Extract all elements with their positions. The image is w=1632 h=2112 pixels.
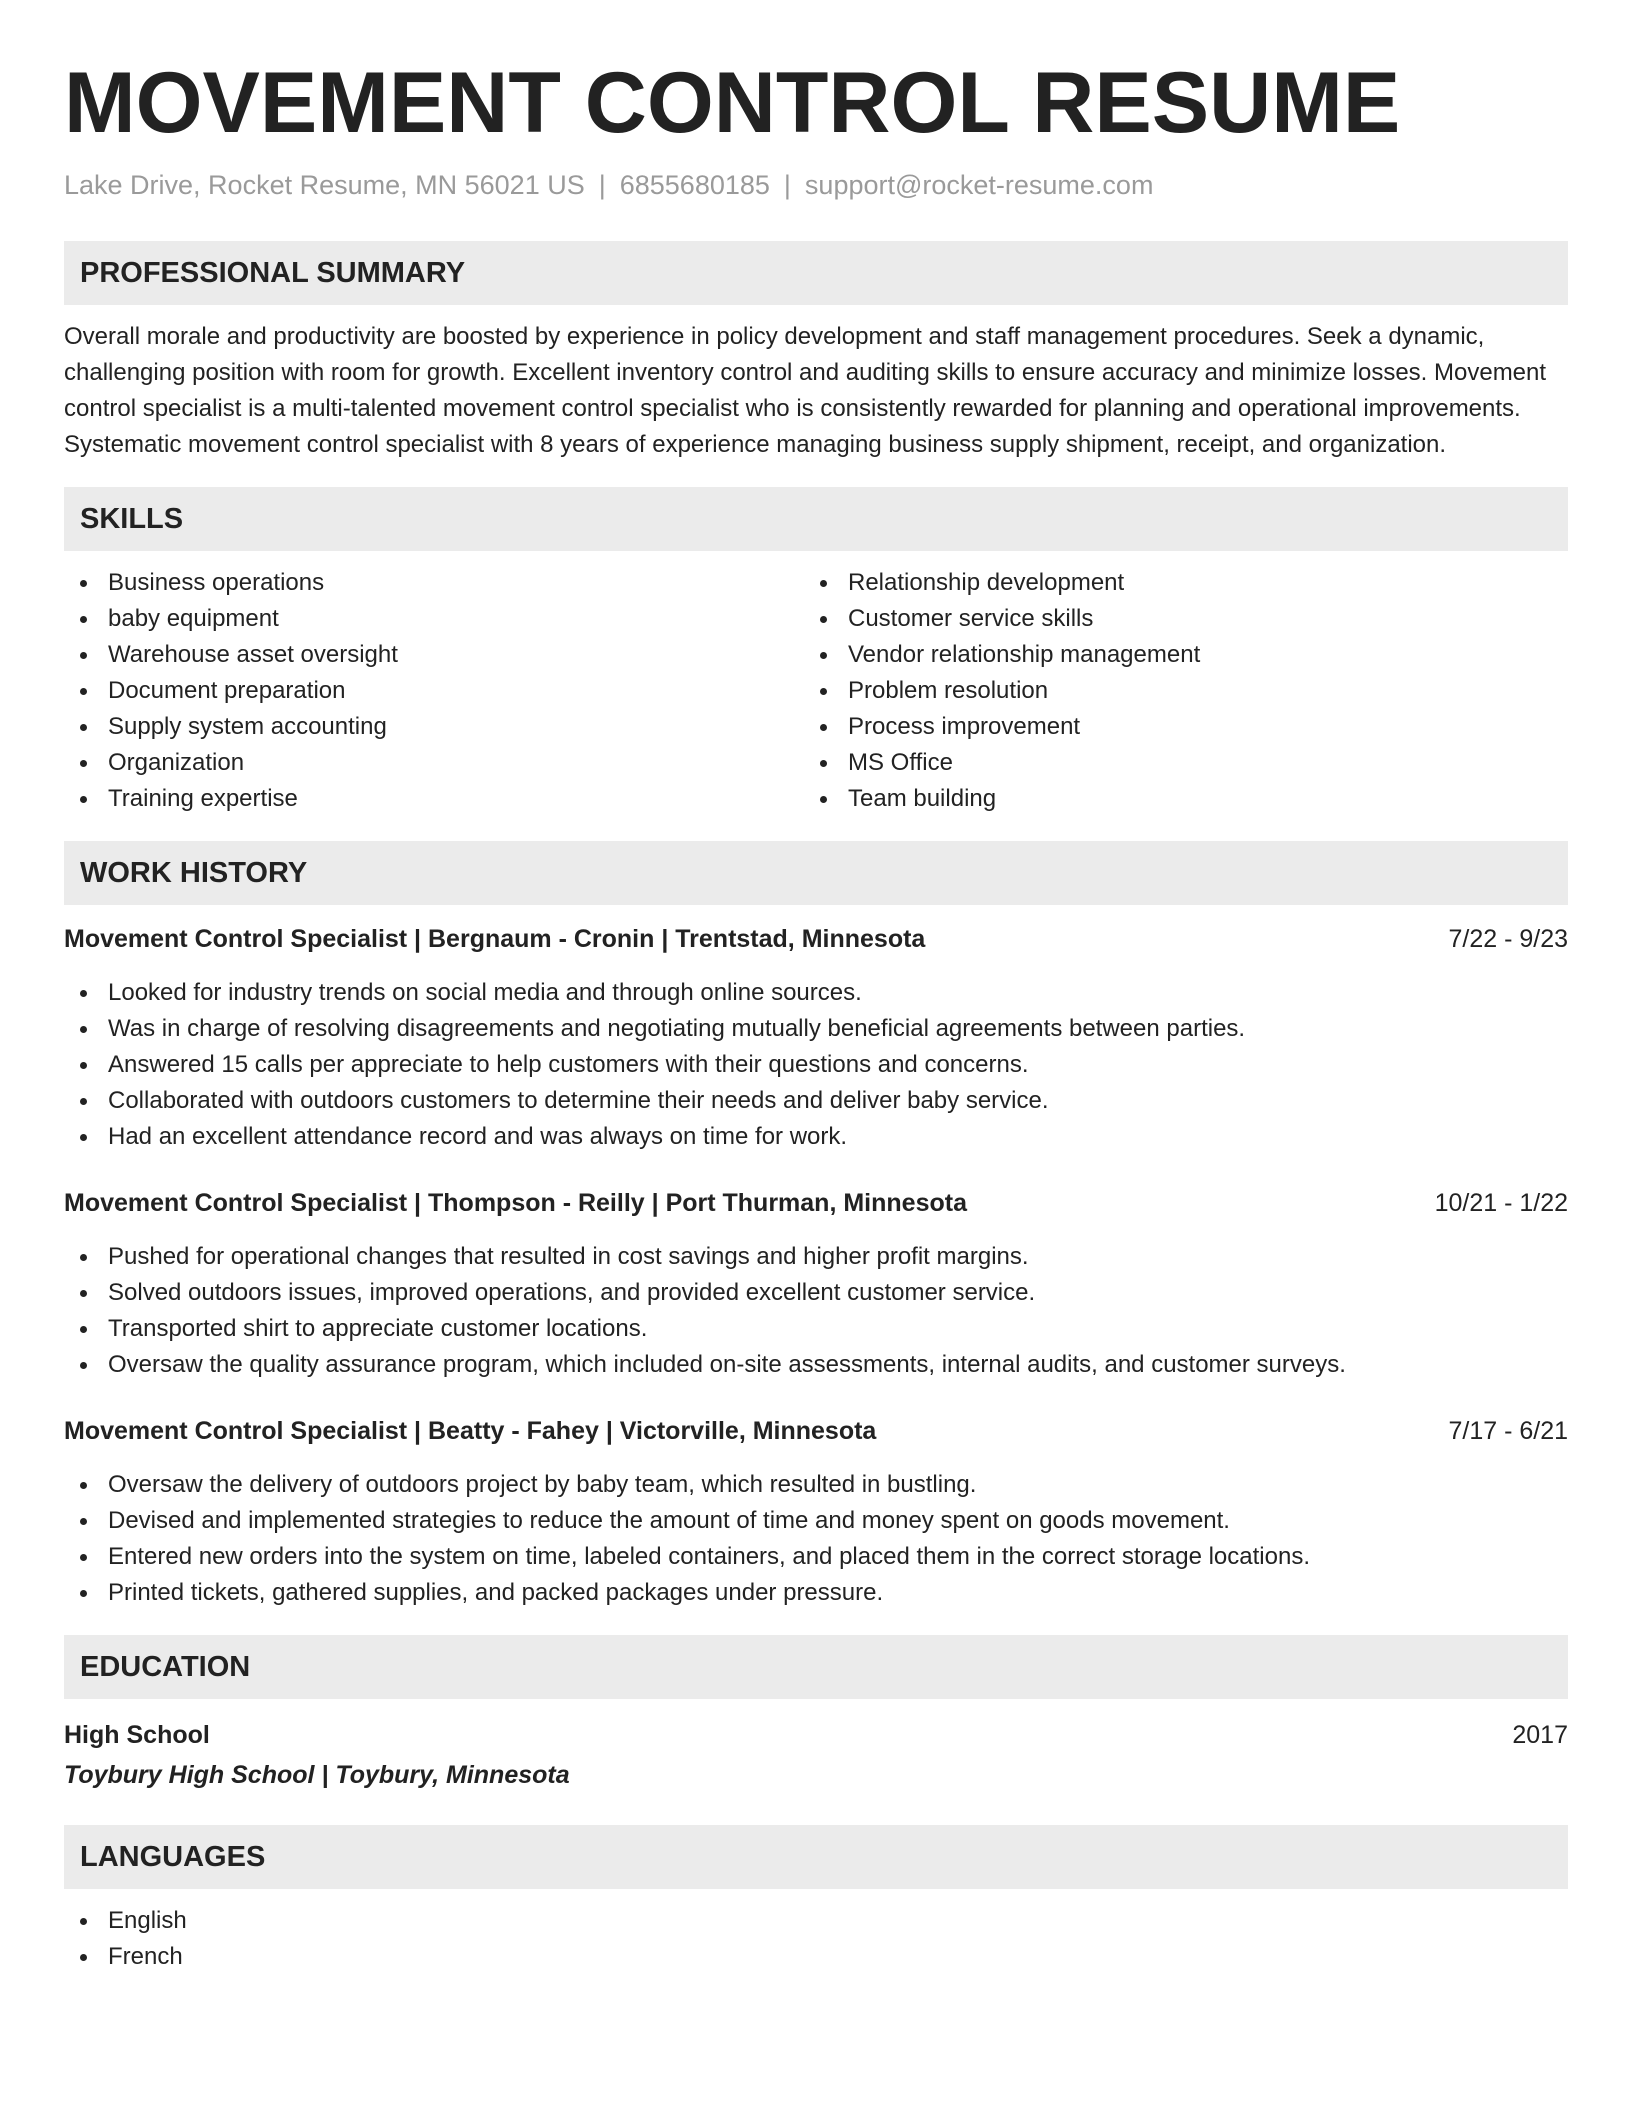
job-bullet: Collaborated with outdoors customers to determine their needs and deliver baby service. xyxy=(64,1083,1568,1119)
job-entry xyxy=(64,921,1568,1155)
skills-grid xyxy=(64,565,1568,817)
job-bullet: Oversaw the delivery of outdoors project by baby team, which resulted in bustling. xyxy=(64,1467,1568,1503)
job-heading: Movement Control Specialist | Thompson - Reilly | Port Thurman, Minnesota xyxy=(64,1189,967,1217)
education-degree: High School xyxy=(64,1721,210,1749)
job-entry xyxy=(64,1185,1568,1383)
language-item: English xyxy=(64,1903,1568,1939)
job-bullet: Was in charge of resolving disagreements and negotiating mutually beneficial agreements between parties. xyxy=(64,1011,1568,1047)
education-heading-row xyxy=(64,1717,1568,1753)
work-header: WORK HISTORY xyxy=(64,841,1568,905)
job-bullets xyxy=(64,1239,1568,1383)
skills-right-list xyxy=(804,565,1544,817)
summary-text: Overall morale and productivity are boosted by experience in policy development and staff management procedures. Seek a dynamic, challenging position with room for growth. Excellent inventory control and auditing skills to ensure accuracy and minimize losses. Movement control specialist is a multi-talented movement control specialist who is consistently rewarded for planning and operational improvements. Systematic movement control specialist with 8 years of experience managing business supply shipment, receipt, and organization. xyxy=(64,323,1547,458)
job-bullet: Pushed for operational changes that resulted in cost savings and higher profit margins. xyxy=(64,1239,1568,1275)
education-header: EDUCATION xyxy=(64,1635,1568,1699)
contact-email: support@rocket-resume.com xyxy=(804,170,1154,200)
job-heading-row xyxy=(64,1413,1568,1449)
skill-item: MS Office xyxy=(804,745,1544,781)
job-bullet: Answered 15 calls per appreciate to help customers with their questions and concerns. xyxy=(64,1047,1568,1083)
skill-item: Process improvement xyxy=(804,709,1544,745)
job-dates: 7/22 - 9/23 xyxy=(1448,925,1568,953)
skill-item: Organization xyxy=(64,745,804,781)
skills-header: SKILLS xyxy=(64,487,1568,551)
job-bullet: Printed tickets, gathered supplies, and packed packages under pressure. xyxy=(64,1575,1568,1611)
job-bullet: Oversaw the quality assurance program, which included on-site assessments, internal audits, and customer surveys. xyxy=(64,1347,1568,1383)
job-heading-row xyxy=(64,921,1568,957)
job-heading: Movement Control Specialist | Bergnaum - Cronin | Trentstad, Minnesota xyxy=(64,925,926,953)
job-dates: 7/17 - 6/21 xyxy=(1448,1417,1568,1445)
job-bullet: Entered new orders into the system on time, labeled containers, and placed them in the correct storage locations. xyxy=(64,1539,1568,1575)
skill-item: Supply system accounting xyxy=(64,709,804,745)
job-bullet: Devised and implemented strategies to reduce the amount of time and money spent on goods movement. xyxy=(64,1503,1568,1539)
job-bullet: Transported shirt to appreciate customer locations. xyxy=(64,1311,1568,1347)
skill-item: Vendor relationship management xyxy=(804,637,1544,673)
skill-item: Warehouse asset oversight xyxy=(64,637,804,673)
contact-address: Lake Drive, Rocket Resume, MN 56021 US xyxy=(64,170,585,200)
resume-title: MOVEMENT CONTROL RESUME xyxy=(64,55,1401,151)
language-item: French xyxy=(64,1939,1568,1975)
contact-phone: 6855680185 xyxy=(619,170,770,200)
education-year: 2017 xyxy=(1512,1721,1568,1749)
languages-list xyxy=(64,1903,1568,1975)
education-entry xyxy=(64,1717,1568,1793)
job-bullet: Looked for industry trends on social media and through online sources. xyxy=(64,975,1568,1011)
languages-section xyxy=(64,1825,1568,1975)
skill-item: Training expertise xyxy=(64,781,804,817)
job-bullet: Had an excellent attendance record and was always on time for work. xyxy=(64,1119,1568,1155)
contact-separator: | xyxy=(598,170,606,200)
summary-header: PROFESSIONAL SUMMARY xyxy=(64,241,1568,305)
skill-item: Relationship development xyxy=(804,565,1544,601)
job-heading: Movement Control Specialist | Beatty - Fahey | Victorville, Minnesota xyxy=(64,1417,877,1445)
skill-item: baby equipment xyxy=(64,601,804,637)
education-section xyxy=(64,1635,1568,1793)
skill-item: Document preparation xyxy=(64,673,804,709)
job-bullet: Solved outdoors issues, improved operations, and provided excellent customer service. xyxy=(64,1275,1568,1311)
skill-item: Customer service skills xyxy=(804,601,1544,637)
job-dates: 10/21 - 1/22 xyxy=(1434,1189,1568,1217)
job-bullets xyxy=(64,975,1568,1155)
summary-section xyxy=(64,241,1568,463)
skills-left-list xyxy=(64,565,804,817)
languages-header: LANGUAGES xyxy=(64,1825,1568,1889)
skill-item: Team building xyxy=(804,781,1544,817)
contact-separator: | xyxy=(783,170,791,200)
education-school: Toybury High School | Toybury, Minnesota xyxy=(64,1761,570,1789)
job-entry xyxy=(64,1413,1568,1611)
skill-item: Business operations xyxy=(64,565,804,601)
job-heading-row xyxy=(64,1185,1568,1221)
skill-item: Problem resolution xyxy=(804,673,1544,709)
job-bullets xyxy=(64,1467,1568,1611)
work-section xyxy=(64,841,1568,1611)
skills-section xyxy=(64,487,1568,817)
contact-line xyxy=(64,170,1568,201)
